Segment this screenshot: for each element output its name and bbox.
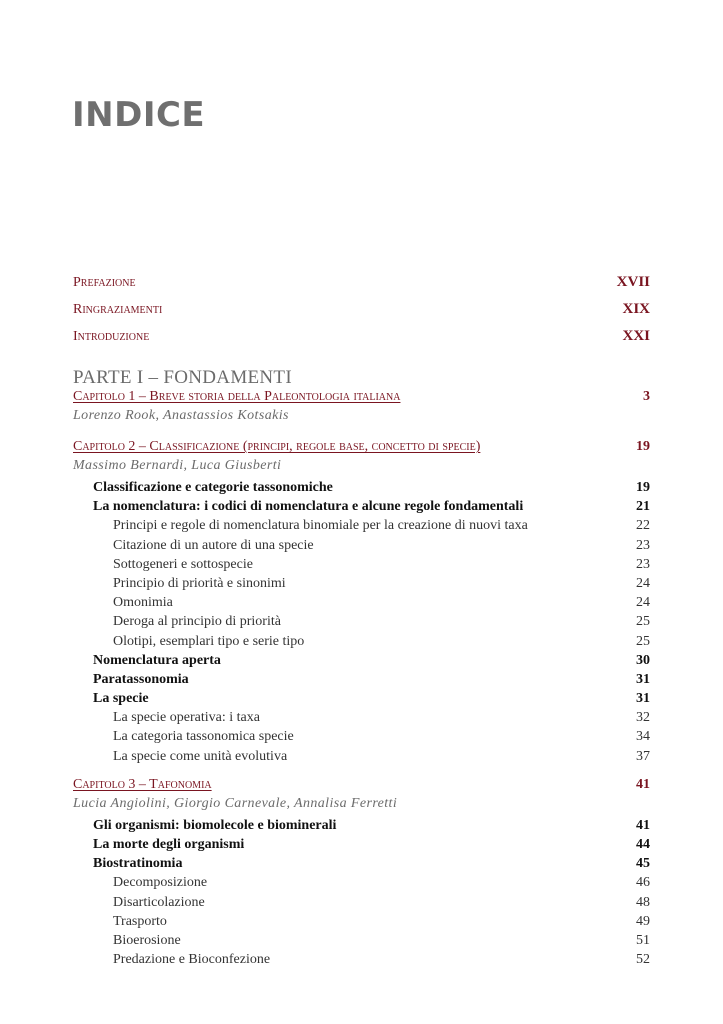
section-entry-label: Biostratinomia: [93, 856, 183, 872]
chapter-entry[interactable]: [73, 389, 650, 408]
subsection-entry[interactable]: [73, 595, 650, 614]
chapter-authors: [73, 796, 650, 818]
subsection-entry-page-number: 25: [636, 633, 650, 649]
subsection-entry-page-number: 49: [636, 913, 650, 929]
chapter-entry-page-number: 41: [636, 776, 650, 792]
front-matter-entry-label: Introduzione: [73, 329, 150, 344]
section-entry-page-number: 44: [636, 837, 650, 852]
front-matter-entry-label: Prefazione: [73, 275, 136, 290]
subsection-entry-page-number: 24: [636, 575, 650, 591]
section-entry[interactable]: [73, 672, 650, 691]
subsection-entry-page-number: 34: [636, 729, 650, 745]
chapter-spacer: [73, 768, 650, 777]
subsection-entry-label: Predazione e Bioconfezione: [113, 952, 271, 968]
chapter-entry-label: Capitolo 3 – Tafonomia: [73, 776, 212, 792]
section-entry[interactable]: [73, 856, 650, 875]
subsection-entry-page-number: 51: [636, 932, 650, 948]
subsection-entry-label: Trasporto: [113, 913, 167, 929]
chapter-authors-label: Lucia Angiolini, Giorgio Carnevale, Annalisa Ferretti: [73, 795, 398, 811]
subsection-entry-label: Citazione di un autore di una specie: [113, 537, 314, 553]
subsection-entry-page-number: 23: [636, 537, 650, 553]
section-entry-page-number: 31: [636, 671, 650, 687]
part-heading: [73, 359, 650, 389]
part-heading-label: PARTE I – FONDAMENTI: [73, 367, 292, 388]
section-entry-label: La specie: [93, 691, 149, 707]
chapter-entry[interactable]: [73, 777, 650, 796]
section-entry-page-number: 41: [636, 817, 650, 833]
section-entry-page-number: 31: [636, 691, 650, 707]
section-entry[interactable]: [73, 691, 650, 710]
subsection-entry-page-number: 23: [636, 556, 650, 572]
subsection-entry-label: Olotipi, esemplari tipo e serie tipo: [113, 633, 305, 649]
page-title: INDICE: [72, 95, 206, 135]
subsection-entry-label: La specie operativa: i taxa: [113, 710, 260, 726]
subsection-entry[interactable]: [73, 538, 650, 557]
subsection-entry[interactable]: [73, 634, 650, 653]
chapter-entry-page-number: 19: [636, 439, 650, 454]
subsection-entry[interactable]: [73, 933, 650, 952]
subsection-entry-label: Sottogeneri e sottospecie: [113, 556, 253, 572]
chapter-authors-label: Massimo Bernardi, Luca Giusberti: [73, 458, 282, 473]
chapter-spacer: [73, 430, 650, 439]
section-entry-label: Nomenclatura aperta: [93, 652, 221, 668]
subsection-entry-page-number: 52: [636, 952, 650, 968]
subsection-entry[interactable]: [73, 710, 650, 729]
section-entry[interactable]: [73, 837, 650, 856]
chapter-entry-label: Capitolo 1 – Breve storia della Paleontologia italiana: [73, 389, 401, 404]
chapter-entry[interactable]: [73, 439, 650, 458]
subsection-entry-label: La categoria tassonomica specie: [113, 729, 294, 745]
subsection-entry-page-number: 25: [636, 614, 650, 630]
section-entry-page-number: 30: [636, 652, 650, 668]
front-matter-entry[interactable]: [73, 301, 650, 328]
subsection-entry[interactable]: [73, 518, 650, 537]
subsection-entry-label: La specie come unità evolutiva: [113, 748, 288, 764]
subsection-entry[interactable]: [73, 614, 650, 633]
section-entry-page-number: 45: [636, 856, 650, 872]
subsection-entry-label: Bioerosione: [113, 932, 181, 948]
subsection-entry[interactable]: [73, 895, 650, 914]
section-entry-label: La morte degli organismi: [93, 837, 245, 852]
section-entry-label: Gli organismi: biomolecole e biominerali: [93, 817, 337, 833]
subsection-entry-label: Principio di priorità e sinonimi: [113, 575, 286, 591]
section-entry[interactable]: [73, 499, 650, 518]
subsection-entry-label: Omonimia: [113, 595, 173, 611]
section-entry[interactable]: [73, 653, 650, 672]
section-entry-label: Classificazione e categorie tassonomiche: [93, 480, 333, 495]
subsection-entry[interactable]: [73, 749, 650, 768]
chapter-entry-page-number: 3: [643, 389, 650, 404]
front-matter-entry-page-number: XXI: [622, 328, 650, 344]
section-entry-page-number: 21: [636, 499, 650, 515]
section-entry-label: La nomenclatura: i codici di nomenclatura e alcune regole fondamentali: [93, 499, 524, 515]
front-matter-entry-label: Ringraziamenti: [73, 302, 163, 317]
subsection-entry-label: Decomposizione: [113, 875, 208, 891]
section-entry-page-number: 19: [636, 480, 650, 495]
front-matter-entry[interactable]: [73, 328, 650, 355]
front-matter-entry-page-number: XVII: [616, 274, 650, 290]
subsection-entry[interactable]: [73, 914, 650, 933]
chapter-entry-label: Capitolo 2 – Classificazione (principi, regole base, concetto di specie): [73, 439, 481, 454]
front-matter-entry-page-number: XIX: [622, 301, 650, 317]
subsection-entry-page-number: 32: [636, 710, 650, 726]
chapter-authors: [73, 458, 650, 480]
subsection-entry-label: Disarticolazione: [113, 894, 205, 910]
subsection-entry-page-number: 48: [636, 894, 650, 910]
section-entry[interactable]: [73, 480, 650, 499]
section-entry[interactable]: [73, 818, 650, 837]
subsection-entry-label: Deroga al principio di priorità: [113, 614, 281, 630]
subsection-entry-label: Principi e regole di nomenclatura binomiale per la creazione di nuovi taxa: [113, 518, 528, 534]
section-entry-label: Paratassonomia: [93, 671, 189, 687]
table-of-contents: [73, 274, 650, 971]
subsection-entry-page-number: 22: [636, 518, 650, 534]
subsection-entry[interactable]: [73, 875, 650, 894]
subsection-entry-page-number: 37: [636, 748, 650, 764]
chapter-authors-label: Lorenzo Rook, Anastassios Kotsakis: [73, 408, 289, 423]
subsection-entry[interactable]: [73, 576, 650, 595]
subsection-entry[interactable]: [73, 729, 650, 748]
subsection-entry-page-number: 24: [636, 595, 650, 611]
subsection-entry[interactable]: [73, 952, 650, 971]
subsection-entry[interactable]: [73, 557, 650, 576]
subsection-entry-page-number: 46: [636, 875, 650, 891]
chapter-authors: [73, 408, 650, 430]
front-matter-entry[interactable]: [73, 274, 650, 301]
